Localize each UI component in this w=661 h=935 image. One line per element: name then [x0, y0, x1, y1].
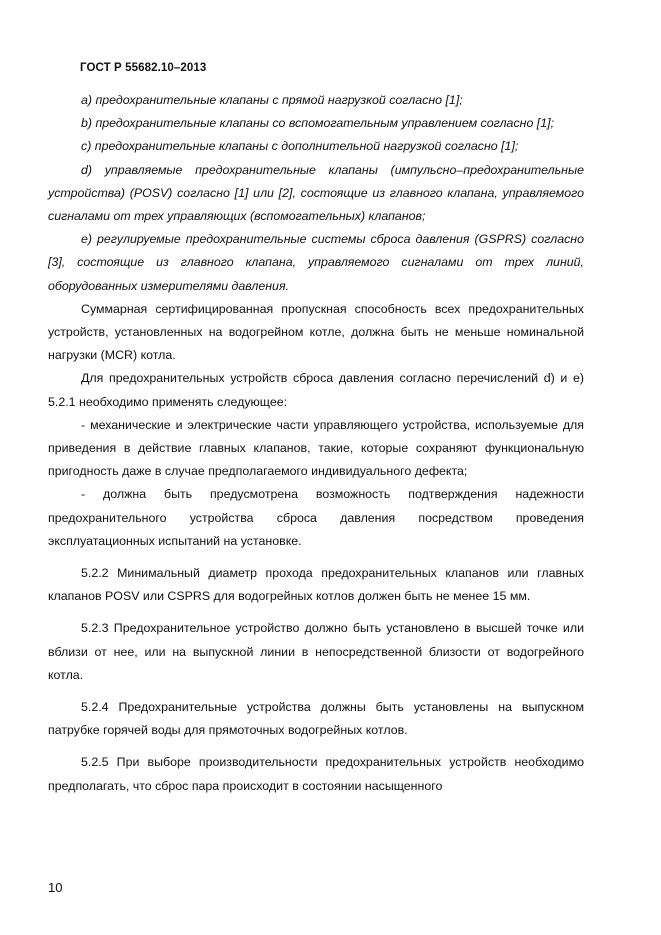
clause-5-2-3: 5.2.3 Предохранительное устройство должно быть установлено в высшей точке или вблизи от нее, или на выпускной линии в непосредственной близости от водогрейного котла.	[48, 621, 584, 682]
clause-5-2-4: 5.2.4 Предохранительные устройства должны быть установлены на выпускном патрубке горячей воды для прямоточных водогрейных котлов.	[48, 700, 584, 738]
paragraph-dash-mechanical: - механические и электрические части управляющего устройства, используемые для приведения в действие главных клапанов, такие, которые сохраняют функциональную пригодность даже в случае предполагаемого индивидуального дефекта;	[48, 417, 584, 479]
document-body	[48, 89, 584, 798]
list-item-b: b) предохранительные клапаны со вспомогательным управлением согласно [1];	[81, 116, 555, 131]
list-item-a: а) предохранительные клапаны с прямой нагрузкой согласно [1];	[81, 93, 463, 107]
document-code: ГОСТ Р 55682.10–2013	[80, 62, 207, 74]
clause-5-2-2: 5.2.2 Минимальный диаметр прохода предохранительных клапанов или главных клапанов POSV или CSPRS для водогрейных котлов должен быть не менее 15 мм.	[48, 566, 584, 604]
paragraph-requirements: Для предохранительных устройств сброса давления согласно перечислений d) и е) 5.2.1 необходимо применять следующее:	[48, 371, 584, 409]
list-item-c: с) предохранительные клапаны с дополнительной нагрузкой согласно [1];	[81, 139, 519, 154]
page-number: 10	[48, 880, 63, 895]
clause-5-2-5: 5.2.5 При выборе производительности предохранительных устройств необходимо предполагать, что сброс пара происходит в состоянии насыщенного	[48, 755, 584, 793]
paragraph-capacity: Суммарная сертифицированная пропускная способность всех предохранительных устройств, установленных на водогрейном котле, должна быть не меньше номинальной нагрузки (MCR) котла.	[48, 301, 584, 363]
list-item-e: е) регулируемые предохранительные системы сброса давления (GSPRS) согласно [3], состоящие из главного клапана, управляемого сигналами от трех линий, оборудованных измерителями давления.	[48, 232, 584, 293]
list-item-d: d) управляемые предохранительные клапаны (импульсно–предохранительные устройства) (POSV) согласно [1] или [2], состоящие из главного клапана, управляемого сигналами от трех управляющих (вспомогательных) клапанов;	[48, 162, 584, 224]
paragraph-dash-testing: - должна быть предусмотрена возможность подтверждения надежности предохранительного устройства сброса давления посредством проведения эксплуатационных испытаний на установке.	[48, 487, 584, 548]
